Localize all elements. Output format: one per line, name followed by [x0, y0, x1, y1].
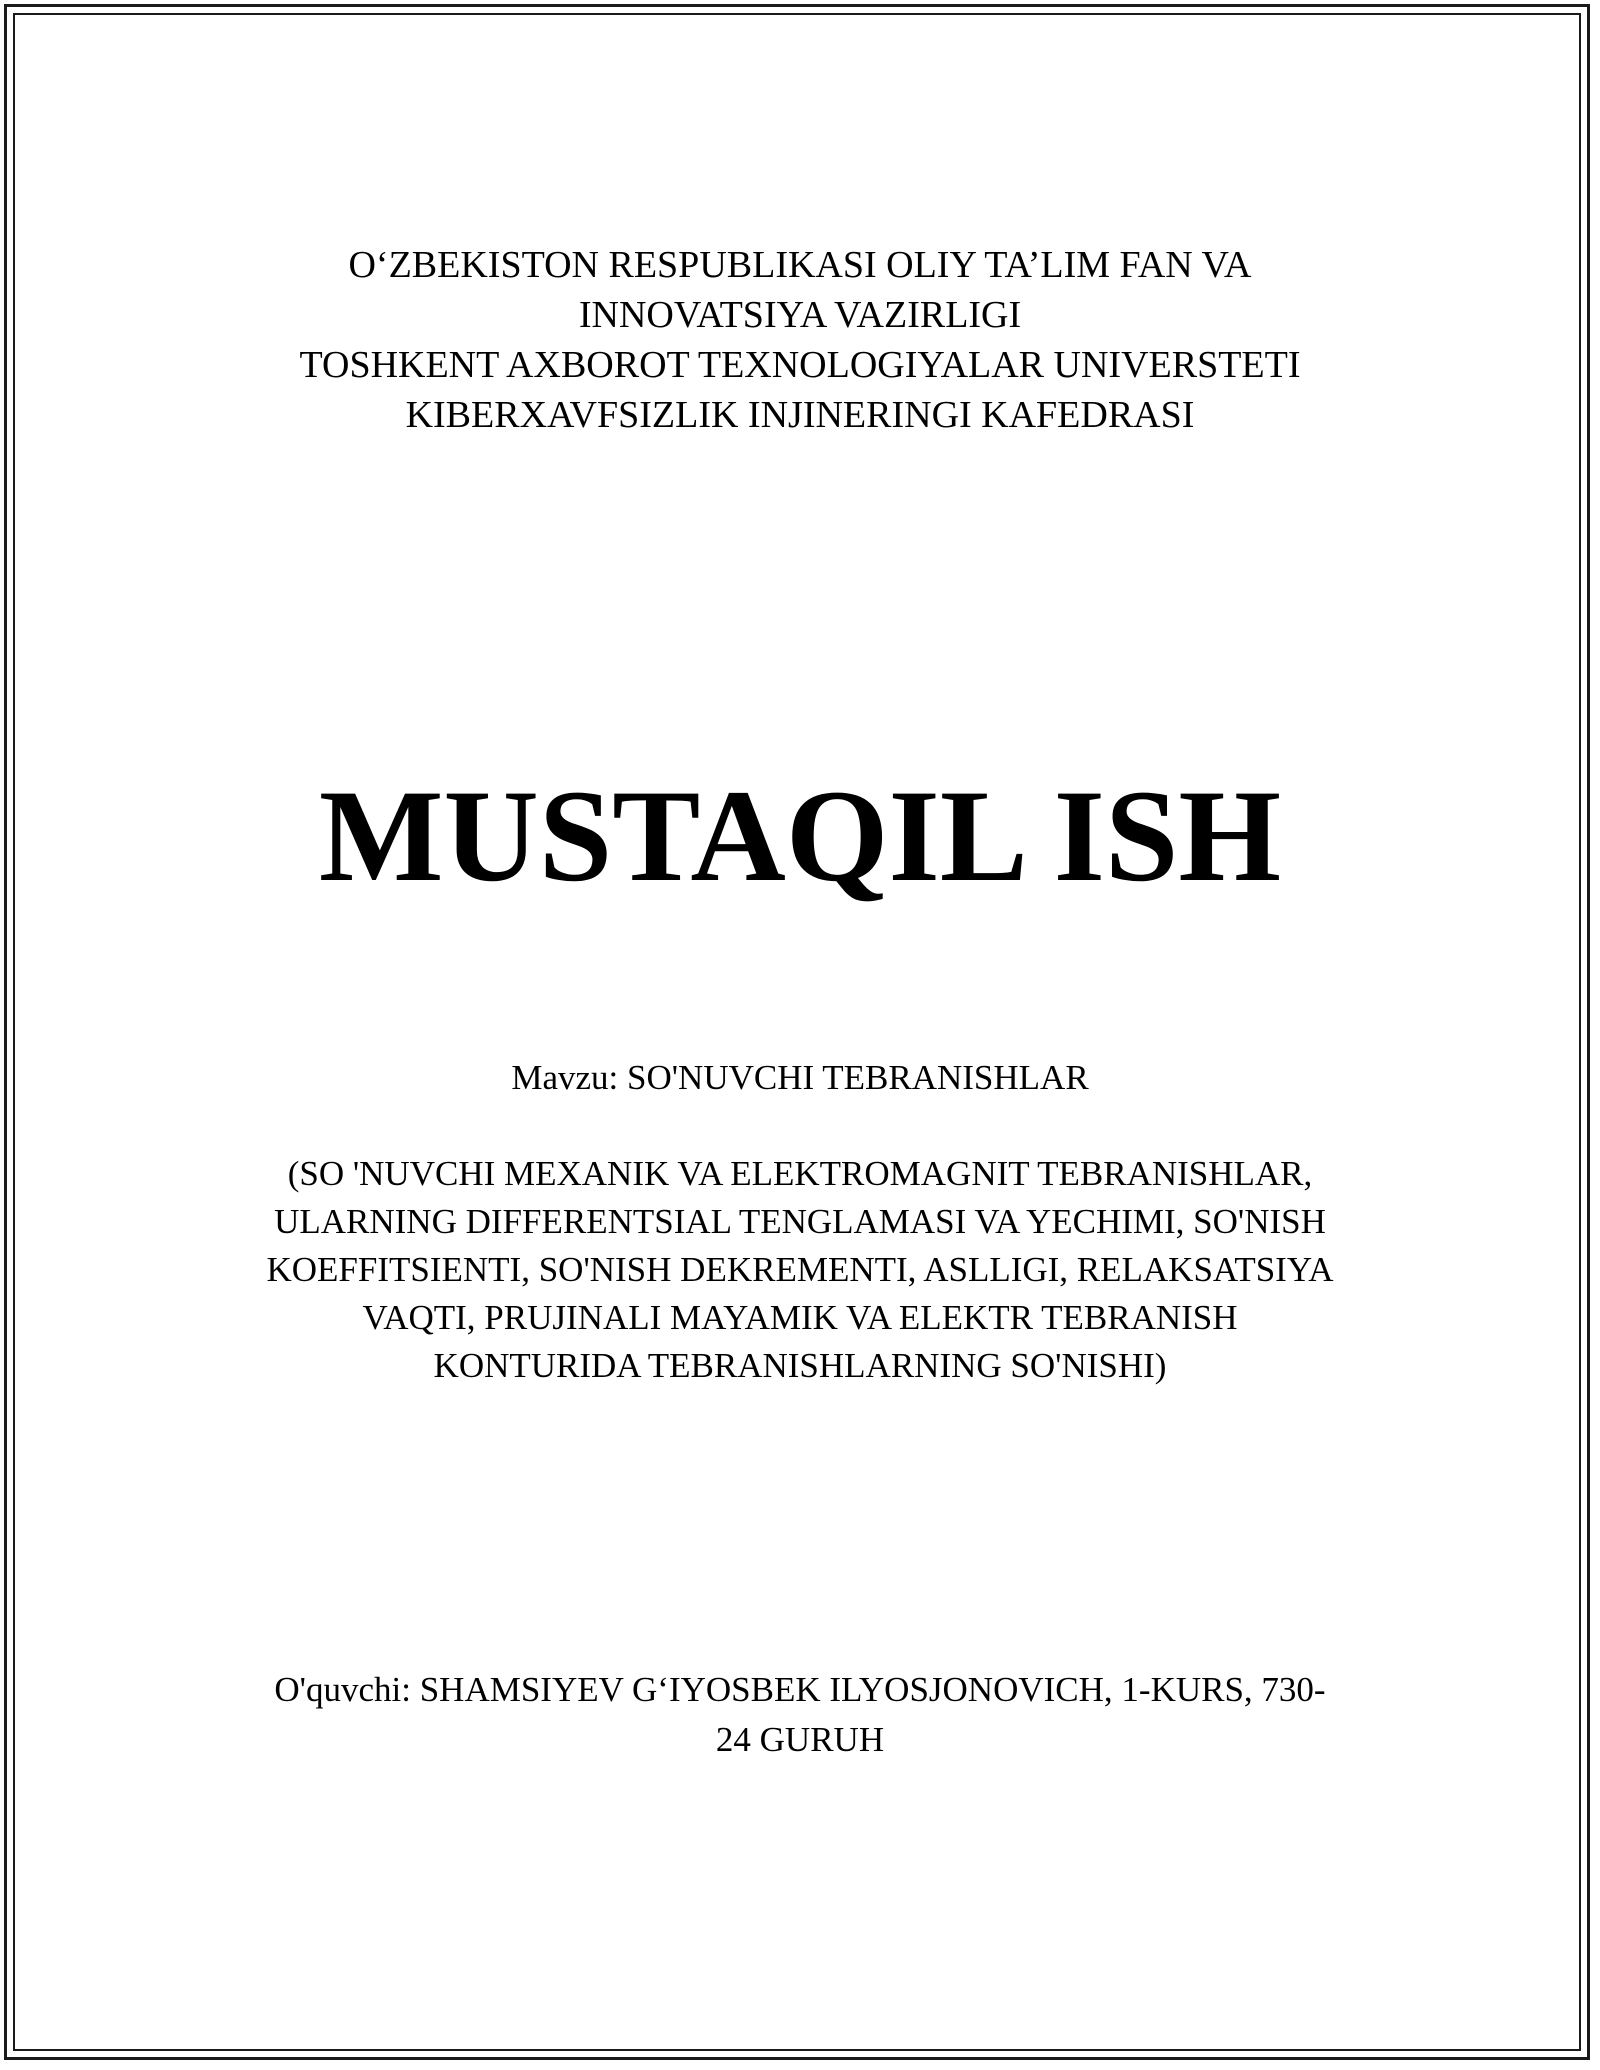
- topic-description-line: ULARNING DIFFERENTSIAL TENGLAMASI VA YECHIMI, SO'NISH: [274, 1202, 1326, 1241]
- institution-header: [0, 240, 1600, 440]
- header-line: INNOVATSIYA VAZIRLIGI: [578, 294, 1022, 336]
- student-info: [0, 1665, 1600, 1765]
- header-line: O‘ZBEKISTON RESPUBLIKASI OLIY TA’LIM FAN VA: [348, 244, 1252, 286]
- student-info-line: O'quvchi: SHAMSIYEV G‘IYOSBEK ILYOSJONOVICH, 1-KURS, 730-: [274, 1670, 1326, 1709]
- document-title: MUSTAQIL ISH: [318, 762, 1282, 909]
- topic-description-line: VAQTI, PRUJINALI MAYAMIK VA ELEKTR TEBRANISH: [362, 1298, 1238, 1337]
- topic-description-line: (SO 'NUVCHI MEXANIK VA ELEKTROMAGNIT TEBRANISHLAR,: [287, 1154, 1313, 1193]
- topic-line: Mavzu: SO'NUVCHI TEBRANISHLAR: [511, 1058, 1089, 1097]
- header-line: KIBERXAVFSIZLIK INJINERINGI KAFEDRASI: [405, 394, 1195, 436]
- topic-description-line: KONTURIDA TEBRANISHLARNING SO'NISHI): [433, 1346, 1167, 1385]
- topic-description-line: KOEFFITSIENTI, SO'NISH DEKREMENTI, ASLLIGI, RELAKSATSIYA: [266, 1250, 1334, 1289]
- student-info-line: 24 GURUH: [715, 1720, 885, 1759]
- header-line: TOSHKENT AXBOROT TEXNOLOGIYALAR UNIVERSTETI: [299, 344, 1301, 386]
- topic-description: [0, 1150, 1600, 1390]
